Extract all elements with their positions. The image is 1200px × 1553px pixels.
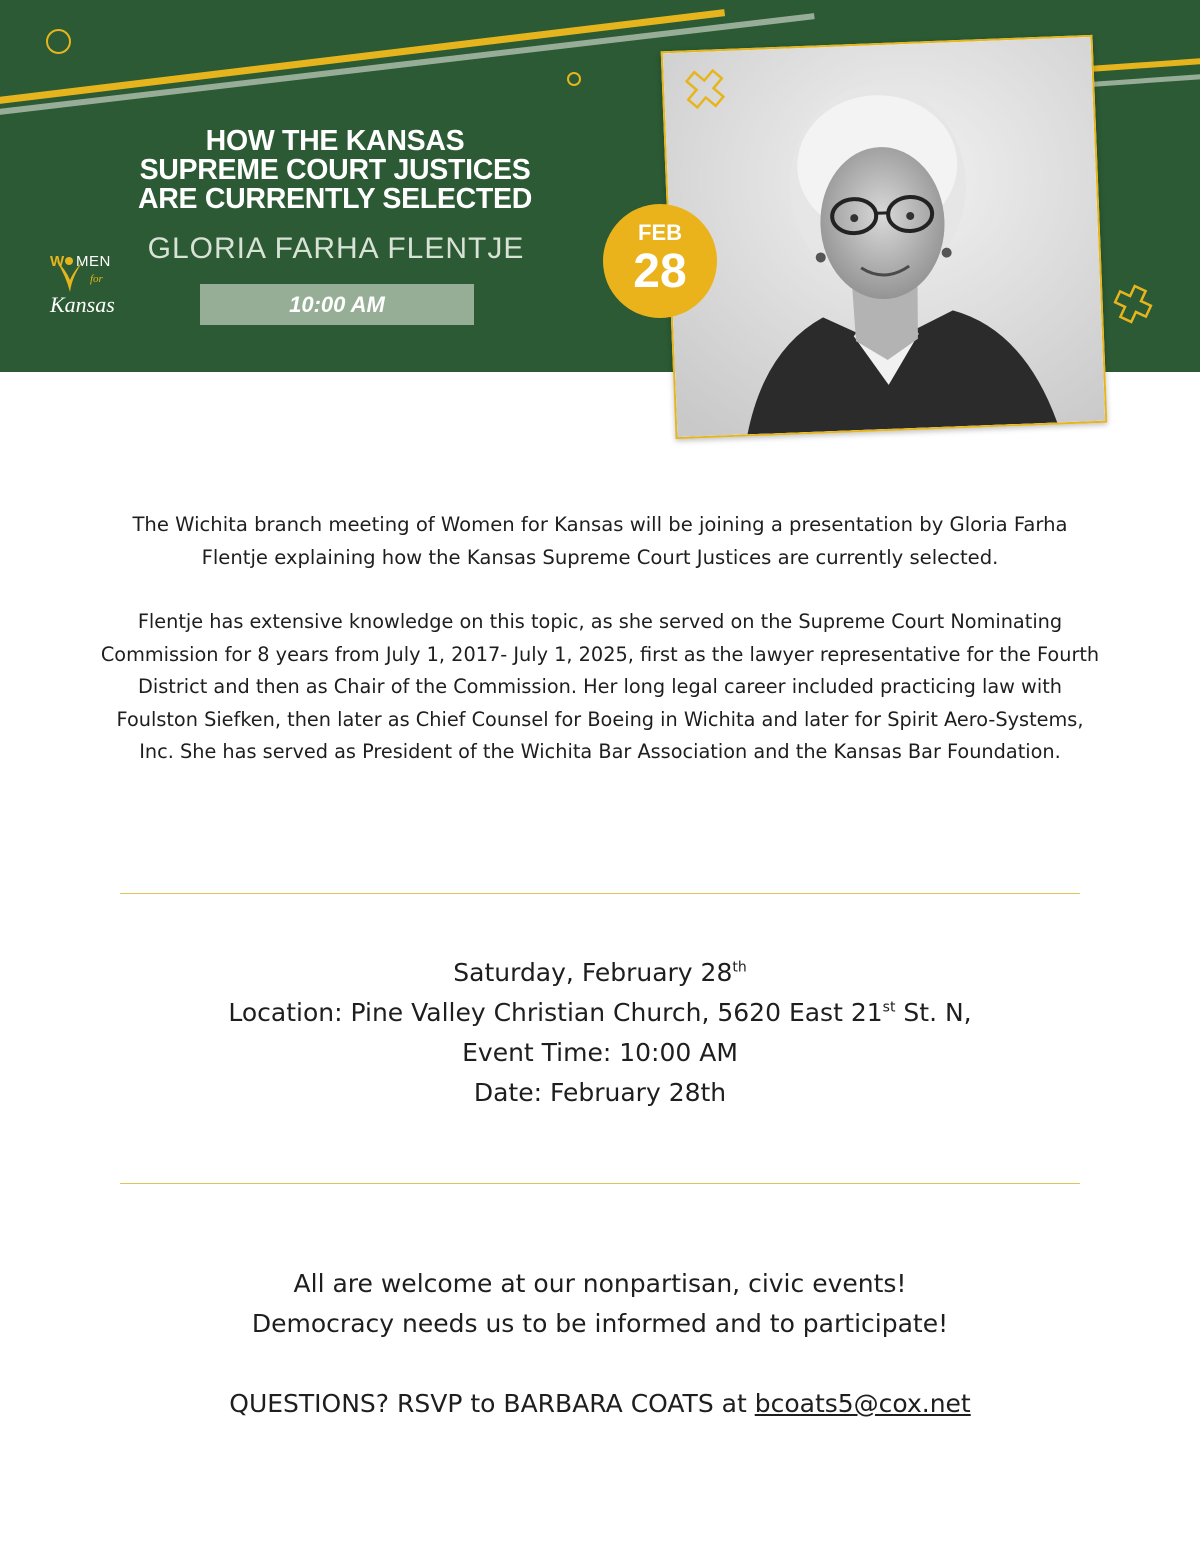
date-badge — [603, 204, 717, 318]
decor-stripe-grey-2 — [1090, 73, 1200, 87]
logo-text-w: W — [50, 253, 65, 270]
speaker-name: GLORIA FARHA FLENTJE — [147, 232, 525, 265]
event-details — [100, 953, 1100, 1113]
event-headline — [100, 127, 570, 214]
event-day: Saturday, February 28th — [453, 958, 747, 987]
rsvp-email-link[interactable]: bcoats5@cox.net — [754, 1389, 971, 1418]
description-paragraph-1: The Wichita branch meeting of Women for Kansas will be joining a presentation by Gloria Farha Flentje explaining how the Kansas Supreme Court Justices are currently selected. — [132, 513, 1068, 569]
decor-cross-icon — [1112, 283, 1154, 325]
event-time-bar: 10:00 AM — [200, 284, 474, 325]
closing-message — [100, 1264, 1100, 1344]
logo-text-kansas: Kansas — [50, 292, 115, 317]
headline-line-3: ARE CURRENTLY SELECTED — [137, 183, 533, 215]
logo-text-men: MEN — [76, 253, 111, 270]
description-paragraph-2: Flentje has extensive knowledge on this topic, as she served on the Supreme Court Nominating Commission for 8 years from July 1, 2017- July 1, 2025, first as the lawyer representative for the Fourth District and then as Chair of the Commission. Her long legal career included practicing law with Foulston Siefken, then later as Chief Counsel for Boeing in Wichita and later for Spirit Aero-Systems, Inc. She has served as President of the Wichita Bar Association and the Kansas Bar Foundation. — [100, 610, 1100, 763]
rsvp-text: QUESTIONS? RSVP to BARBARA COATS at — [229, 1389, 755, 1418]
decor-ring-large — [46, 29, 71, 54]
rsvp-line — [100, 1384, 1100, 1424]
section-divider — [120, 893, 1080, 894]
decor-ring-small — [567, 72, 581, 86]
event-date: Date: February 28th — [473, 1078, 727, 1107]
logo-text-for: for — [90, 273, 103, 285]
event-location: Location: Pine Valley Christian Church, 5620 East 21st St. N, — [228, 998, 972, 1027]
section-divider — [120, 1183, 1080, 1184]
decor-cross-icon — [682, 66, 728, 112]
decor-stripe-yellow-1 — [0, 9, 725, 105]
date-badge-day: 28 — [633, 245, 687, 298]
date-badge-month: FEB — [638, 220, 682, 245]
closing-line-1: All are welcome at our nonpartisan, civic events! — [293, 1269, 907, 1298]
closing-line-2: Democracy needs us to be informed and to participate! — [251, 1309, 949, 1338]
women-for-kansas-logo — [46, 246, 132, 324]
portrait-image — [663, 37, 1105, 437]
headline-line-1: HOW THE KANSAS — [205, 125, 465, 157]
event-time: Event Time: 10:00 AM — [462, 1038, 738, 1067]
headline-line-2: SUPREME COURT JUSTICES — [139, 154, 531, 186]
